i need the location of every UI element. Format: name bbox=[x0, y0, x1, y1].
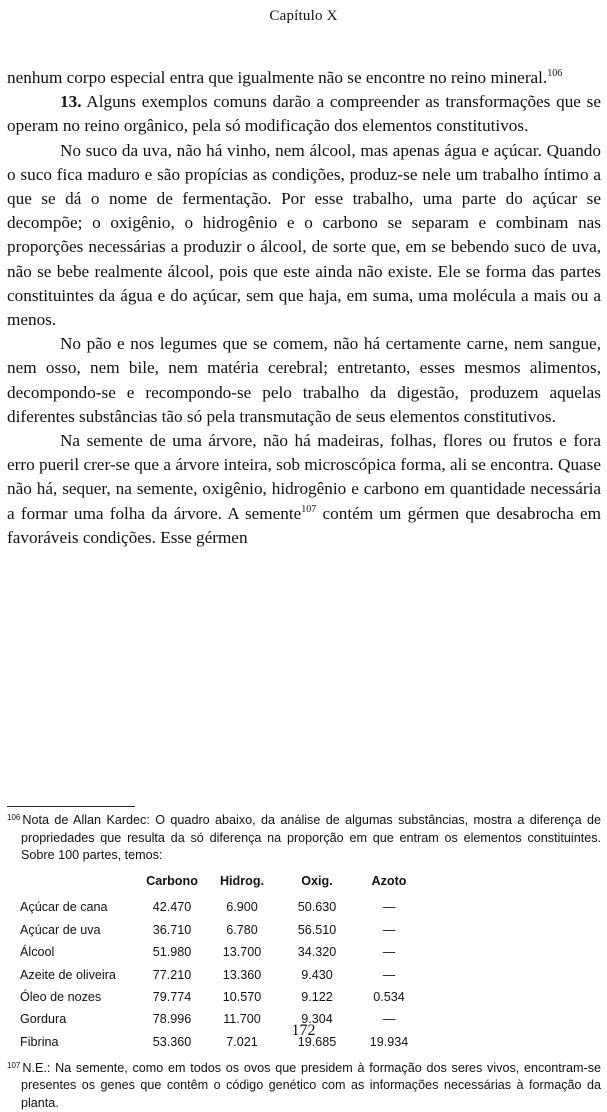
table-cell: 11.700 bbox=[223, 1012, 261, 1027]
paragraph-text: Alguns exemplos comuns darão a compreender as transformações que se operam no reino orgânico, pela só modificação dos elementos constitutivos. bbox=[7, 92, 601, 136]
table-header-substance bbox=[20, 873, 138, 898]
page-number: 172 bbox=[291, 1022, 316, 1039]
substance-name: Fibrina bbox=[20, 1034, 59, 1049]
table-cell: 9.122 bbox=[301, 990, 333, 1004]
table-cell: 6.900 bbox=[226, 900, 258, 915]
table-cell: 6.780 bbox=[226, 922, 258, 937]
table-header: Azoto bbox=[371, 873, 407, 888]
table-row bbox=[20, 964, 422, 986]
footnote-107 bbox=[7, 1060, 601, 1112]
paragraph-text: nenhum corpo especial entra que igualmente não se encontre no reino mineral. bbox=[7, 68, 548, 87]
table-cell: 77.210 bbox=[152, 967, 192, 982]
table-cell: 7.021 bbox=[226, 1034, 258, 1049]
substance-name: Azeite de oliveira bbox=[20, 967, 116, 982]
table-cell: 13.700 bbox=[222, 945, 262, 960]
table-cell: 78.996 bbox=[152, 1012, 192, 1027]
table-row bbox=[20, 987, 422, 1009]
table-row bbox=[20, 919, 422, 941]
table-cell: 10.570 bbox=[222, 990, 262, 1004]
footnote-marker: 107 bbox=[7, 1060, 21, 1070]
table-cell: 9.430 bbox=[301, 967, 333, 982]
table-cell: 56.510 bbox=[297, 922, 337, 937]
table-header: Hidrog. bbox=[219, 873, 265, 888]
table-cell: 50.630 bbox=[297, 900, 337, 915]
table-row bbox=[20, 897, 422, 919]
table-cell: 36.710 bbox=[152, 922, 192, 937]
footnote-reference: 106 bbox=[547, 68, 563, 79]
table-cell: 0.534 bbox=[373, 990, 405, 1004]
table-cell: 53.360 bbox=[152, 1034, 192, 1049]
paragraph-grape-juice: No suco da uva, não há vinho, nem álcool, mas apenas água e açúcar. Quando o suco fica maduro e são propícias as condições, produz-se nele um trabalho íntimo a que se dá o nome de fermentação. Por esse trabalho, uma parte do açúcar se decompõe; o oxigênio, o hidrogênio e o carbono se separam e combinam nas proporções necessárias a produzir o álcool, de sorte que, em se bebendo suco de uva, não se bebe realmente álcool, pois que este ainda não existe. Ele se forma das partes constituintes da água e do açúcar, sem que haja, em suma, uma molécula a mais ou a menos. bbox=[7, 140, 601, 330]
paragraph-13 bbox=[7, 90, 601, 138]
footnote-separator bbox=[7, 806, 135, 807]
paragraph-text: contém um gérmen que desabrocha em favoráveis condições. Esse gérmen bbox=[7, 503, 601, 547]
substance-name: Álcool bbox=[20, 945, 55, 960]
table-header: Carbono bbox=[146, 873, 198, 888]
running-head: Capítulo X bbox=[269, 8, 338, 24]
footnote-marker: 106 bbox=[7, 813, 21, 822]
table-header: Oxig. bbox=[301, 873, 333, 888]
paragraph-seed bbox=[7, 429, 601, 550]
table-header-row bbox=[20, 873, 422, 898]
table-cell: — bbox=[382, 900, 396, 915]
footnote-text: Nota de Allan Kardec: O quadro abaixo, da análise de algumas substâncias, mostra a diferença de propriedades que resulta da só diferença na proporção em que entram os elementos constituintes. Sobre 100 partes, temos: bbox=[21, 813, 601, 862]
substance-name: Óleo de nozes bbox=[20, 990, 102, 1004]
table-cell: 42.470 bbox=[152, 900, 192, 915]
table-cell: 19.685 bbox=[297, 1034, 337, 1049]
substance-name: Açúcar de uva bbox=[20, 922, 101, 937]
table-cell: — bbox=[382, 945, 396, 960]
paragraph-text: Na semente de uma árvore, não há madeiras, folhas, flores ou frutos e fora erro pueril crer-se que a árvore inteira, sob microscópica forma, ali se encontra. Quase não há, sequer, na semente, oxigênio, hidrogênio e carbono em quantidade necessária a formar uma folha da árvore. A semente bbox=[7, 431, 601, 523]
table-cell: — bbox=[382, 967, 396, 982]
substance-name: Açúcar de cana bbox=[20, 900, 108, 915]
table-cell: 9.304 bbox=[301, 1012, 333, 1027]
footnote-text: N.E.: Na semente, como em todos os ovos que presidem à formação dos seres vivos, encontram-se presentes os genes que contêm o código genético com as informações necessárias à formação da planta. bbox=[21, 1060, 601, 1110]
substance-name: Gordura bbox=[20, 1012, 67, 1027]
table-cell: 79.774 bbox=[152, 990, 192, 1004]
footnotes bbox=[7, 812, 601, 1112]
table-cell: 34.320 bbox=[297, 945, 337, 960]
paragraph-bread: No pão e nos legumes que se comem, não há certamente carne, nem sangue, nem osso, nem bile, nem matéria cerebral; entretanto, esses mesmos alimentos, decompondo-se e recompondo-se pelo trabalho da digestão, produzem aquelas diferentes substâncias tão só pela transmutação de seus elementos constitutivos. bbox=[7, 334, 601, 426]
table-cell: 51.980 bbox=[152, 945, 192, 960]
main-text bbox=[7, 66, 601, 550]
footnote-106 bbox=[7, 812, 601, 865]
table-cell: 13.360 bbox=[222, 967, 262, 982]
footnote-reference: 107 bbox=[301, 503, 317, 515]
table-row bbox=[20, 942, 422, 964]
paragraph-continuation bbox=[7, 66, 601, 90]
paragraph-number: 13. bbox=[60, 92, 82, 112]
table-cell: — bbox=[382, 922, 396, 937]
table-cell: 19.934 bbox=[369, 1034, 409, 1049]
table-cell: — bbox=[382, 1012, 396, 1027]
